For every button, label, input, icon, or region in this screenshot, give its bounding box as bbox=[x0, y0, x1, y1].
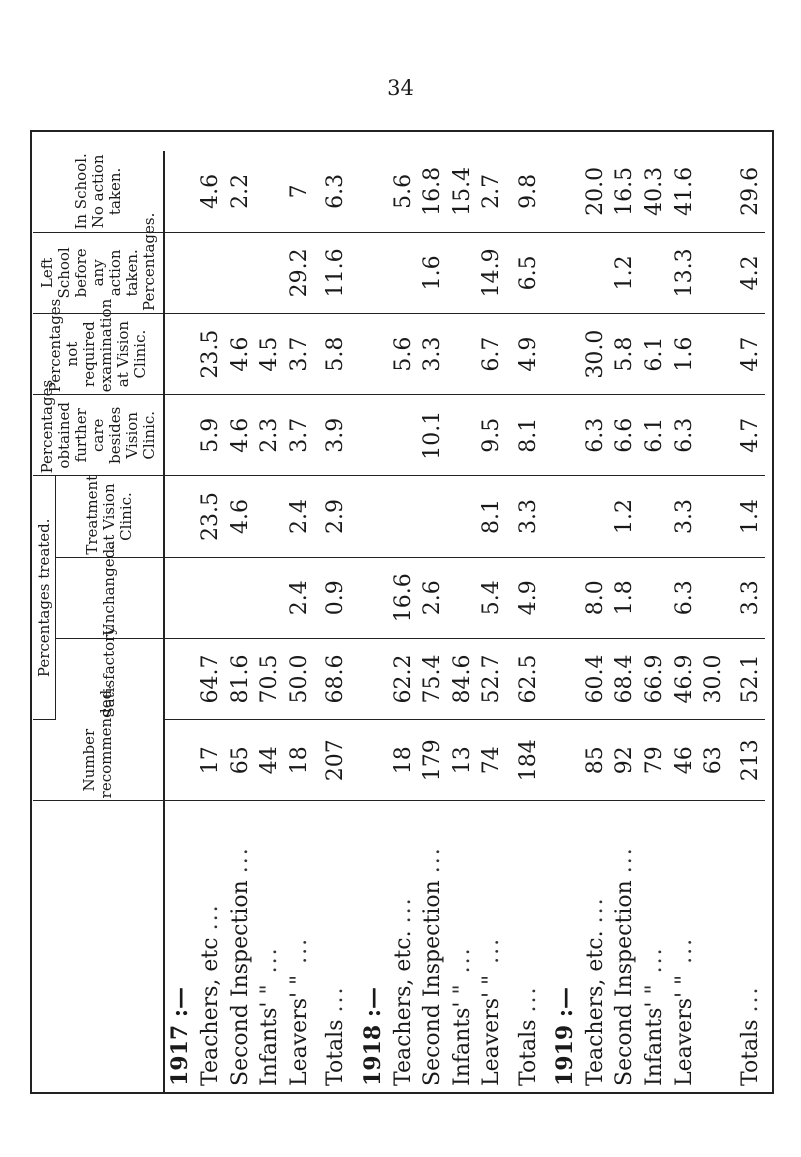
empty-cell bbox=[164, 232, 196, 313]
row-label-cell bbox=[284, 801, 314, 1092]
spacer-row bbox=[314, 151, 321, 1092]
spacer-cell bbox=[314, 801, 321, 1092]
value-cell bbox=[225, 557, 255, 638]
spacer-cell bbox=[506, 395, 513, 476]
table-row bbox=[477, 151, 507, 1092]
row-label: Teachers, etc bbox=[198, 937, 224, 1086]
value-cell: 8.1 bbox=[513, 395, 543, 476]
value-cell: 3.3 bbox=[418, 313, 448, 394]
value-cell: 6.3 bbox=[669, 557, 699, 638]
empty-cell bbox=[358, 151, 389, 232]
value-cell: 84.6 bbox=[447, 638, 477, 719]
value-cell: 1.4 bbox=[735, 476, 765, 557]
empty-cell bbox=[358, 720, 389, 801]
header-satisfactory: Satisfactory. bbox=[56, 638, 164, 719]
value-cell: 1.2 bbox=[610, 476, 640, 557]
value-cell: 40.3 bbox=[640, 151, 670, 232]
spacer-cell bbox=[351, 801, 358, 1092]
row-label-cell bbox=[581, 801, 611, 1092]
value-cell bbox=[388, 232, 418, 313]
leader-dots: ... bbox=[582, 896, 608, 924]
empty-cell bbox=[358, 313, 389, 394]
value-cell bbox=[388, 395, 418, 476]
empty-cell bbox=[164, 638, 196, 719]
value-cell: 6.7 bbox=[477, 313, 507, 394]
row-label-cell bbox=[255, 801, 285, 1092]
spacer-row bbox=[728, 151, 735, 1092]
value-cell: 13 bbox=[447, 720, 477, 801]
leader-dots: ... bbox=[612, 846, 638, 874]
value-cell: 1.6 bbox=[669, 313, 699, 394]
value-cell: 2.7 bbox=[477, 151, 507, 232]
spacer-cell bbox=[351, 151, 358, 232]
row-label: Second Inspection bbox=[612, 880, 638, 1086]
row-label-cell bbox=[669, 801, 699, 1092]
value-cell: 3.3 bbox=[735, 557, 765, 638]
value-cell bbox=[255, 557, 285, 638]
value-cell: 6.3 bbox=[669, 395, 699, 476]
spacer-cell bbox=[728, 720, 735, 801]
value-cell: 8.0 bbox=[581, 557, 611, 638]
value-cell: 44 bbox=[255, 720, 285, 801]
spacer-cell bbox=[314, 151, 321, 232]
value-cell: 4.6 bbox=[225, 476, 255, 557]
value-cell: 4.2 bbox=[735, 232, 765, 313]
leader-dots: ... bbox=[198, 903, 224, 931]
empty-cell bbox=[550, 476, 581, 557]
value-cell: 1.8 bbox=[610, 557, 640, 638]
empty-cell bbox=[550, 151, 581, 232]
value-cell: 4.7 bbox=[735, 313, 765, 394]
spacer-cell bbox=[506, 720, 513, 801]
spacer-cell bbox=[506, 476, 513, 557]
spacer-cell bbox=[314, 476, 321, 557]
leader-dots: " ... bbox=[286, 936, 312, 985]
row-label: Teachers, etc. bbox=[582, 930, 608, 1086]
value-cell bbox=[640, 476, 670, 557]
value-cell: 207 bbox=[321, 720, 351, 801]
empty-cell bbox=[550, 720, 581, 801]
table-row bbox=[640, 151, 670, 1092]
value-cell: 1.2 bbox=[610, 232, 640, 313]
value-cell: 3.7 bbox=[284, 395, 314, 476]
leader-dots: ... bbox=[323, 985, 349, 1013]
spacer-cell bbox=[314, 313, 321, 394]
row-label: Leavers' bbox=[671, 991, 697, 1086]
value-cell: 65 bbox=[225, 720, 255, 801]
empty-cell bbox=[358, 638, 389, 719]
header-in-school: In School. No action taken. bbox=[33, 151, 164, 232]
value-cell bbox=[225, 232, 255, 313]
spacer-cell bbox=[543, 638, 550, 719]
value-cell: 16.6 bbox=[388, 557, 418, 638]
value-cell: 20.0 bbox=[581, 151, 611, 232]
value-cell bbox=[581, 232, 611, 313]
header-label bbox=[33, 801, 164, 1092]
empty-cell bbox=[550, 557, 581, 638]
spacer-cell bbox=[728, 801, 735, 1092]
spacer-cell bbox=[351, 720, 358, 801]
table-row bbox=[669, 151, 699, 1092]
rotated-table-wrapper bbox=[33, 151, 764, 1092]
value-cell: 23.5 bbox=[196, 313, 226, 394]
value-cell: 4.6 bbox=[196, 151, 226, 232]
spacer-cell bbox=[728, 151, 735, 232]
spacer-cell bbox=[543, 232, 550, 313]
spacer-cell bbox=[351, 395, 358, 476]
totals-row bbox=[321, 151, 351, 1092]
value-cell bbox=[255, 151, 285, 232]
value-cell: 68.4 bbox=[610, 638, 640, 719]
year-row bbox=[358, 151, 389, 1092]
spacer-cell bbox=[543, 151, 550, 232]
value-cell: 29.6 bbox=[735, 151, 765, 232]
value-cell: 79 bbox=[640, 720, 670, 801]
value-cell: 4.9 bbox=[513, 313, 543, 394]
empty-cell bbox=[358, 232, 389, 313]
value-cell: 9.5 bbox=[477, 395, 507, 476]
row-label-cell bbox=[640, 801, 670, 1092]
spacer-cell bbox=[728, 476, 735, 557]
spacer-row bbox=[543, 151, 550, 1092]
spacer-row bbox=[506, 151, 513, 1092]
spacer-cell bbox=[506, 801, 513, 1092]
value-cell: 3.3 bbox=[669, 476, 699, 557]
value-cell: 213 bbox=[735, 720, 765, 801]
value-cell bbox=[447, 232, 477, 313]
value-cell: 50.0 bbox=[284, 638, 314, 719]
value-cell: 92 bbox=[610, 720, 640, 801]
value-cell: 46 bbox=[669, 720, 699, 801]
empty-cell bbox=[550, 313, 581, 394]
header-left-school: Left School before any action taken. Percentages. bbox=[33, 232, 164, 313]
value-cell bbox=[699, 313, 729, 394]
table-row bbox=[388, 151, 418, 1092]
value-cell: 4.6 bbox=[225, 313, 255, 394]
spacer-cell bbox=[728, 232, 735, 313]
spacer-cell bbox=[314, 232, 321, 313]
value-cell bbox=[388, 476, 418, 557]
value-cell: 30.0 bbox=[699, 638, 729, 719]
table-row bbox=[699, 151, 729, 1092]
spacer-cell bbox=[351, 476, 358, 557]
spacer-cell bbox=[506, 313, 513, 394]
empty-cell bbox=[164, 313, 196, 394]
row-label: Second Inspection bbox=[227, 880, 253, 1086]
value-cell bbox=[699, 232, 729, 313]
spacer-cell bbox=[728, 395, 735, 476]
row-label: Infants' bbox=[642, 1001, 667, 1086]
value-cell: 17 bbox=[196, 720, 226, 801]
empty-cell bbox=[358, 476, 389, 557]
table-row bbox=[255, 151, 285, 1092]
row-label-cell bbox=[196, 801, 226, 1092]
empty-cell bbox=[550, 638, 581, 719]
value-cell: 62.5 bbox=[513, 638, 543, 719]
empty-cell bbox=[358, 395, 389, 476]
value-cell bbox=[699, 557, 729, 638]
spacer-cell bbox=[314, 720, 321, 801]
value-cell: 7 bbox=[284, 151, 314, 232]
year-row bbox=[550, 151, 581, 1092]
spacer-row bbox=[351, 151, 358, 1092]
leader-dots: " ... bbox=[479, 936, 505, 985]
value-cell: 1.6 bbox=[418, 232, 448, 313]
vision-clinic-table bbox=[33, 151, 765, 1092]
totals-row bbox=[735, 151, 765, 1092]
table-row bbox=[447, 151, 477, 1092]
value-cell: 6.1 bbox=[640, 395, 670, 476]
page-number: 34 bbox=[387, 76, 414, 100]
value-cell: 66.9 bbox=[640, 638, 670, 719]
leader-dots: ... bbox=[737, 985, 763, 1013]
value-cell bbox=[699, 476, 729, 557]
value-cell: 3.3 bbox=[513, 476, 543, 557]
value-cell: 0.9 bbox=[321, 557, 351, 638]
value-cell: 11.6 bbox=[321, 232, 351, 313]
value-cell: 75.4 bbox=[418, 638, 448, 719]
value-cell: 179 bbox=[418, 720, 448, 801]
empty-cell bbox=[550, 395, 581, 476]
value-cell bbox=[196, 557, 226, 638]
row-label-cell bbox=[477, 801, 507, 1092]
row-label-cell bbox=[699, 801, 729, 1092]
value-cell: 2.6 bbox=[418, 557, 448, 638]
value-cell: 41.6 bbox=[669, 151, 699, 232]
value-cell: 2.4 bbox=[284, 557, 314, 638]
value-cell: 18 bbox=[388, 720, 418, 801]
spacer-cell bbox=[728, 557, 735, 638]
spacer-cell bbox=[506, 151, 513, 232]
spacer-cell bbox=[506, 638, 513, 719]
value-cell bbox=[418, 476, 448, 557]
row-label: Leavers' bbox=[479, 991, 505, 1086]
empty-cell bbox=[164, 557, 196, 638]
table-row bbox=[581, 151, 611, 1092]
header-obtained-further-care: Percentages obtained further care besides Vision Clinic. bbox=[33, 395, 164, 476]
spacer-cell bbox=[728, 313, 735, 394]
spacer-cell bbox=[543, 476, 550, 557]
value-cell: 23.5 bbox=[196, 476, 226, 557]
value-cell: 62.2 bbox=[388, 638, 418, 719]
value-cell bbox=[447, 557, 477, 638]
value-cell: 68.6 bbox=[321, 638, 351, 719]
row-label: Teachers, etc. bbox=[390, 930, 416, 1086]
value-cell: 60.4 bbox=[581, 638, 611, 719]
table-header bbox=[33, 151, 164, 1092]
value-cell: 15.4 bbox=[447, 151, 477, 232]
value-cell: 16.5 bbox=[610, 151, 640, 232]
value-cell: 52.1 bbox=[735, 638, 765, 719]
row-label: Second Inspection bbox=[420, 880, 446, 1086]
leader-dots: " ... bbox=[642, 946, 667, 995]
row-label: Totals bbox=[737, 1019, 763, 1086]
value-cell bbox=[699, 395, 729, 476]
row-label: Leavers' bbox=[286, 991, 312, 1086]
value-cell: 4.9 bbox=[513, 557, 543, 638]
table-row bbox=[418, 151, 448, 1092]
value-cell bbox=[640, 232, 670, 313]
value-cell bbox=[447, 313, 477, 394]
spacer-cell bbox=[728, 638, 735, 719]
value-cell: 85 bbox=[581, 720, 611, 801]
row-label-cell bbox=[321, 801, 351, 1092]
empty-cell bbox=[164, 720, 196, 801]
spacer-cell bbox=[314, 557, 321, 638]
value-cell bbox=[447, 395, 477, 476]
row-label-cell bbox=[225, 801, 255, 1092]
year-label: 1919 :— bbox=[552, 986, 579, 1086]
header-unchanged: Unchanged. bbox=[56, 557, 164, 638]
row-label: Infants' bbox=[257, 1001, 283, 1086]
value-cell: 6.3 bbox=[321, 151, 351, 232]
value-cell: 4.7 bbox=[735, 395, 765, 476]
value-cell: 52.7 bbox=[477, 638, 507, 719]
value-cell bbox=[447, 476, 477, 557]
leader-dots: ... bbox=[227, 846, 253, 874]
totals-row bbox=[513, 151, 543, 1092]
header-treatment-clinic: Treatment at Vision Clinic. bbox=[56, 476, 164, 557]
spacer-cell bbox=[543, 557, 550, 638]
value-cell: 5.4 bbox=[477, 557, 507, 638]
value-cell: 70.5 bbox=[255, 638, 285, 719]
value-cell: 5.9 bbox=[196, 395, 226, 476]
value-cell: 81.6 bbox=[225, 638, 255, 719]
value-cell: 6.3 bbox=[581, 395, 611, 476]
value-cell: 63 bbox=[699, 720, 729, 801]
empty-cell bbox=[164, 151, 196, 232]
value-cell: 184 bbox=[513, 720, 543, 801]
leader-dots: " ... bbox=[671, 936, 697, 985]
value-cell: 6.6 bbox=[610, 395, 640, 476]
value-cell bbox=[640, 557, 670, 638]
spacer-cell bbox=[506, 557, 513, 638]
leader-dots: ... bbox=[515, 985, 541, 1013]
value-cell: 5.8 bbox=[321, 313, 351, 394]
table-row bbox=[610, 151, 640, 1092]
empty-cell bbox=[358, 557, 389, 638]
value-cell: 3.9 bbox=[321, 395, 351, 476]
value-cell bbox=[699, 151, 729, 232]
value-cell: 6.5 bbox=[513, 232, 543, 313]
table-row bbox=[196, 151, 226, 1092]
value-cell bbox=[196, 232, 226, 313]
row-label-cell bbox=[513, 801, 543, 1092]
row-label-cell bbox=[447, 801, 477, 1092]
header-number-recommended: Number recommended. bbox=[33, 720, 164, 801]
value-cell: 4.6 bbox=[225, 395, 255, 476]
value-cell: 5.6 bbox=[388, 313, 418, 394]
spacer-cell bbox=[506, 232, 513, 313]
value-cell: 74 bbox=[477, 720, 507, 801]
value-cell: 8.1 bbox=[477, 476, 507, 557]
value-cell: 16.8 bbox=[418, 151, 448, 232]
row-label: Infants' bbox=[449, 1001, 475, 1086]
row-label: Totals bbox=[515, 1019, 541, 1086]
value-cell: 9.8 bbox=[513, 151, 543, 232]
value-cell: 4.5 bbox=[255, 313, 285, 394]
spacer-cell bbox=[351, 313, 358, 394]
year-label: 1918 :— bbox=[359, 986, 386, 1086]
row-label: Totals bbox=[323, 1019, 349, 1086]
empty-cell bbox=[164, 395, 196, 476]
year-row bbox=[164, 151, 196, 1092]
table-body bbox=[164, 151, 765, 1092]
spacer-cell bbox=[543, 313, 550, 394]
empty-cell bbox=[550, 232, 581, 313]
spacer-cell bbox=[543, 720, 550, 801]
value-cell: 64.7 bbox=[196, 638, 226, 719]
spacer-cell bbox=[351, 232, 358, 313]
row-label-cell bbox=[610, 801, 640, 1092]
value-cell: 2.9 bbox=[321, 476, 351, 557]
leader-dots: ... bbox=[420, 846, 446, 874]
spacer-cell bbox=[543, 395, 550, 476]
header-percentages-treated: Percentages treated. bbox=[33, 476, 56, 720]
row-label-cell bbox=[418, 801, 448, 1092]
table-row bbox=[284, 151, 314, 1092]
value-cell bbox=[581, 476, 611, 557]
table-row bbox=[225, 151, 255, 1092]
value-cell: 13.3 bbox=[669, 232, 699, 313]
value-cell: 14.9 bbox=[477, 232, 507, 313]
header-not-required-examination: Percentages not required examination at Vision Clinic. bbox=[33, 313, 164, 394]
value-cell: 2.3 bbox=[255, 395, 285, 476]
value-cell: 2.2 bbox=[225, 151, 255, 232]
spacer-cell bbox=[351, 638, 358, 719]
value-cell: 5.8 bbox=[610, 313, 640, 394]
leader-dots: " ... bbox=[257, 946, 283, 995]
leader-dots: ... bbox=[390, 896, 416, 924]
value-cell: 2.4 bbox=[284, 476, 314, 557]
value-cell: 30.0 bbox=[581, 313, 611, 394]
value-cell: 5.6 bbox=[388, 151, 418, 232]
spacer-cell bbox=[351, 557, 358, 638]
value-cell bbox=[255, 232, 285, 313]
spacer-cell bbox=[314, 638, 321, 719]
value-cell: 10.1 bbox=[418, 395, 448, 476]
value-cell: 3.7 bbox=[284, 313, 314, 394]
empty-cell bbox=[164, 476, 196, 557]
year-label: 1917 :— bbox=[167, 986, 194, 1086]
value-cell: 29.2 bbox=[284, 232, 314, 313]
row-label-cell bbox=[388, 801, 418, 1092]
value-cell: 18 bbox=[284, 720, 314, 801]
leader-dots: " ... bbox=[449, 946, 475, 995]
spacer-cell bbox=[543, 801, 550, 1092]
value-cell bbox=[255, 476, 285, 557]
value-cell: 46.9 bbox=[669, 638, 699, 719]
value-cell: 6.1 bbox=[640, 313, 670, 394]
row-label-cell bbox=[735, 801, 765, 1092]
spacer-cell bbox=[314, 395, 321, 476]
